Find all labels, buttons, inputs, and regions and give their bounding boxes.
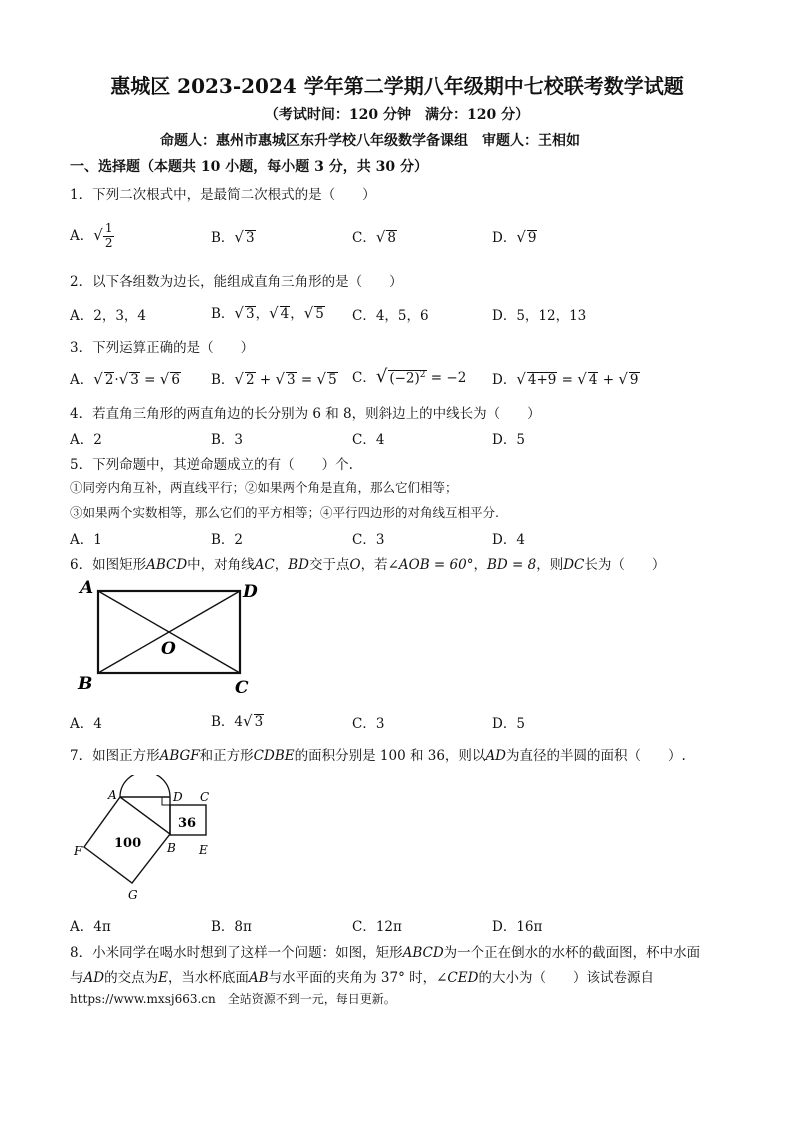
question-3-option-a: A．√ 2·√ 3 = √ 6 xyxy=(70,370,180,388)
question-3-option-c: C．√ $(-2)^2 = -2$ xyxy=(352,366,467,387)
question-6-stem: 6．如图矩形ABCD中，对角线AC，BD交于点O，若∠AOB = 60°，BD = 8，则DC长为（ ） xyxy=(70,557,666,573)
question-5-statement-line-2: ③如果两个实数相等，那么它们的平方相等；④平行四边形的对角线互相平分. xyxy=(70,505,499,520)
question-7-option-b: B．8π xyxy=(211,919,252,935)
question-3-option-b: B．√ 2 + √ 3 = √ 5 xyxy=(211,370,337,388)
figure7-label-g: G xyxy=(128,888,138,902)
question-8-line-1: 8．小米同学在喝水时想到了这样一个问题：如图，矩形ABCD为一个正在倒水的水杯的截面图，杯中水面 xyxy=(70,945,701,961)
question-1-option-a: A．√ $\frac{1}{2}$ xyxy=(70,221,113,250)
question-4-option-b: B．3 xyxy=(211,432,244,448)
question-1-option-c: C．√ 8 xyxy=(352,228,396,246)
question-7-option-d: D．16π xyxy=(492,919,543,935)
question-2-option-a: A．2，3，4 xyxy=(70,308,147,324)
question-7-stem: 7．如图正方形ABGF和正方形CDBE的面积分别是 100 和 36，则以AD为直径的半圆的面积（ ）. xyxy=(70,748,686,764)
figure7-label-c: C xyxy=(200,790,210,804)
question-2-option-d: D．5，12，13 xyxy=(492,308,587,324)
figure7-label-f: F xyxy=(74,844,83,858)
question-6-option-a: A．4 xyxy=(70,716,102,732)
question-1-option-b: B．√ 3 xyxy=(211,228,255,246)
question-1-option-d: D．√ 9 xyxy=(492,228,537,246)
question-2-option-b: B．√ 3，√ 4，√ 5 xyxy=(211,304,324,322)
question-1-stem: 1．下列二次根式中，是最简二次根式的是（ ） xyxy=(70,187,376,203)
right-angle-mark xyxy=(162,797,170,805)
figure7-label-d: D xyxy=(173,790,183,804)
question-7-option-a: A．4π xyxy=(70,919,111,935)
exam-authors: 命题人：惠州市惠城区东升学校八年级数学备课组 审题人：王相如 xyxy=(160,133,580,149)
question-5-option-b: B．2 xyxy=(211,532,244,548)
figure6-label-a: A xyxy=(80,578,94,598)
figure7-area-36: 36 xyxy=(178,816,197,831)
figure7-area-100: 100 xyxy=(114,836,142,851)
figure7-label-e: E xyxy=(199,843,208,857)
semicircle-on-ad xyxy=(120,775,170,797)
question-4-option-c: C．4 xyxy=(352,432,385,448)
question-5-stem: 5．下列命题中，其逆命题成立的有（ ）个. xyxy=(70,457,353,473)
question-6-rectangle-figure xyxy=(70,575,270,700)
figure6-label-o: O xyxy=(161,639,176,659)
question-4-option-d: D．5 xyxy=(492,432,525,448)
exam-time-info: （考试时间：120 分钟 满分：120 分） xyxy=(264,107,530,123)
section-heading-choice: 一、选择题（本题共 10 小题，每小题 3 分，共 30 分） xyxy=(70,159,428,175)
figure7-label-a: A xyxy=(108,788,117,802)
question-3-option-d: D．√ 4+9 = √ 4 + √ 9 xyxy=(492,370,639,388)
question-4-option-a: A．2 xyxy=(70,432,102,448)
figure6-label-d: D xyxy=(243,582,258,602)
figure7-label-b: B xyxy=(167,841,176,855)
question-6-option-c: C．3 xyxy=(352,716,385,732)
question-5-option-c: C．3 xyxy=(352,532,385,548)
question-7-option-c: C．12π xyxy=(352,919,402,935)
page-title: 惠城区 2023-2024 学年第二学期八年级期中七校联考数学试题 xyxy=(110,74,684,98)
question-5-statement-line-1: ①同旁内角互补，两直线平行；②如果两个角是直角，那么它们相等； xyxy=(70,480,458,495)
question-8-source-line: https://www.mxsj663.cn 全站资源不到一元，每日更新。 xyxy=(70,992,396,1006)
question-6-option-b: B．4√ 3 xyxy=(211,712,264,730)
question-5-option-d: D．4 xyxy=(492,532,525,548)
question-8-line-2: 与AD的交点为E，当水杯底面AB与水平面的夹角为 37° 时，∠CED的大小为（ ）该试卷源自 xyxy=(70,970,654,986)
question-3-stem: 3．下列运算正确的是（ ） xyxy=(70,340,255,356)
question-4-stem: 4．若直角三角形的两直角边的长分别为 6 和 8，则斜边上的中线长为（ ） xyxy=(70,406,541,422)
question-2-stem: 2．以下各组数为边长，能组成直角三角形的是（ ） xyxy=(70,274,403,290)
figure6-label-c: C xyxy=(235,678,249,698)
figure6-label-b: B xyxy=(78,674,93,694)
question-7-squares-figure xyxy=(70,775,230,905)
question-6-option-d: D．5 xyxy=(492,716,525,732)
question-5-option-a: A．1 xyxy=(70,532,102,548)
question-2-option-c: C．4，5，6 xyxy=(352,308,429,324)
